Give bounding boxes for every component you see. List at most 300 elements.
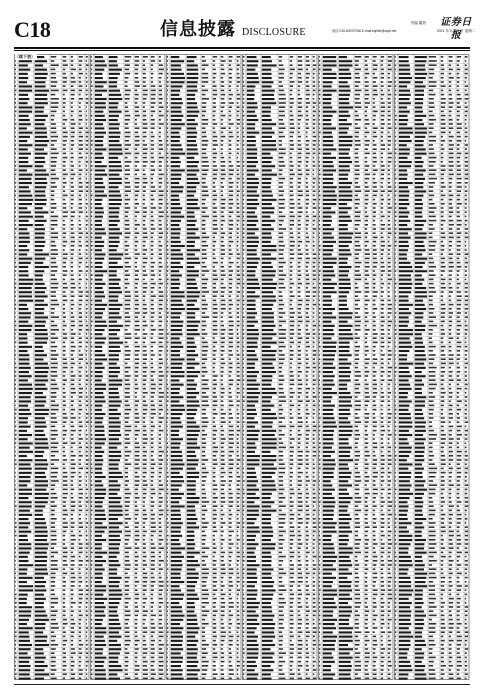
table-cell-text	[125, 60, 130, 62]
table-cell-text	[229, 241, 234, 243]
table-cell-text	[79, 132, 82, 134]
table-cell-text	[187, 426, 200, 428]
table-cell-text	[243, 98, 244, 100]
table-cell-text	[306, 81, 309, 83]
table-cell-text	[109, 640, 117, 642]
table-cell-text	[71, 421, 74, 423]
table-cell-text	[15, 350, 16, 352]
table-cell-text	[79, 661, 82, 663]
table-cell-text	[135, 56, 139, 58]
table-cell-text	[290, 56, 293, 58]
table-cell-text	[159, 291, 163, 293]
table-cell-text	[229, 581, 233, 583]
table-cell-text	[95, 568, 105, 570]
table-cell-text	[187, 531, 194, 533]
table-cell-text	[71, 283, 75, 285]
table-cell-text	[51, 291, 56, 293]
table-cell-text	[125, 468, 128, 470]
table-cell-text	[125, 165, 130, 167]
table-cell-text	[35, 237, 45, 239]
table-cell-text	[86, 606, 87, 608]
table-cell-text	[167, 329, 168, 331]
table-cell-text	[279, 337, 286, 339]
table-cell-text	[221, 169, 225, 171]
table-cell-text	[159, 430, 164, 432]
table-cell-text	[143, 489, 147, 491]
table-cell-text	[71, 556, 75, 558]
table-cell-text	[237, 476, 240, 478]
table-cell-text	[135, 505, 138, 507]
table-cell-text	[229, 606, 234, 608]
table-cell-text	[262, 468, 277, 470]
table-cell-text	[306, 367, 310, 369]
table-cell-text	[171, 560, 182, 562]
table-cell-text	[86, 115, 87, 117]
table-cell-text	[109, 522, 123, 524]
table-cell-text	[63, 312, 65, 314]
table-cell-text	[313, 106, 315, 108]
table-cell-text	[109, 350, 121, 352]
table-cell-text	[213, 661, 216, 663]
table-cell-text	[167, 241, 169, 243]
table-cell-text	[202, 90, 208, 92]
table-cell-text	[143, 245, 145, 247]
table-cell-text	[167, 333, 169, 335]
page-number: C18	[14, 17, 51, 42]
table-cell-text	[187, 253, 195, 255]
table-cell-text	[247, 505, 260, 507]
table-cell-text	[79, 358, 83, 360]
table-cell-text	[229, 115, 232, 117]
table-cell-text	[151, 547, 156, 549]
table-cell-text	[202, 232, 206, 234]
table-cell-text	[167, 64, 168, 66]
table-cell-text	[159, 514, 163, 516]
table-cell-text	[262, 283, 277, 285]
table-cell-text	[109, 279, 121, 281]
table-cell-text	[237, 300, 240, 302]
table-cell-text	[221, 270, 225, 272]
table-cell-text	[247, 434, 259, 436]
table-cell-text	[71, 438, 74, 440]
table-cell-text	[298, 396, 300, 398]
table-cell-text	[213, 463, 218, 465]
table-cell-text	[95, 644, 106, 646]
table-cell-text	[279, 119, 283, 121]
table-cell-text	[91, 564, 93, 566]
table-cell-text	[298, 262, 301, 264]
table-cell-text	[187, 543, 195, 545]
table-cell-text	[313, 480, 316, 482]
table-cell-text	[86, 568, 88, 570]
table-cell-text	[151, 161, 155, 163]
table-cell-text	[151, 522, 156, 524]
table-cell-text	[243, 274, 244, 276]
table-cell-text	[143, 195, 145, 197]
table-cell-text	[167, 547, 168, 549]
table-cell-text	[143, 417, 146, 419]
table-cell-text	[86, 556, 88, 558]
table-cell-text	[247, 346, 258, 348]
table-cell-text	[91, 291, 92, 293]
table-cell-text	[135, 405, 138, 407]
table-cell-text	[63, 526, 68, 528]
table-cell-text	[298, 203, 301, 205]
table-cell-text	[306, 325, 308, 327]
table-cell-text	[279, 430, 282, 432]
table-cell-text	[143, 581, 147, 583]
table-cell-text	[79, 472, 81, 474]
table-cell-text	[159, 552, 161, 554]
table-cell-text	[298, 241, 302, 243]
table-cell-text	[95, 169, 105, 171]
table-cell-text	[298, 501, 303, 503]
table-cell-text	[63, 493, 68, 495]
table-cell-text	[279, 468, 286, 470]
table-cell-text	[51, 85, 56, 87]
table-cell-text	[19, 463, 31, 465]
table-cell-text	[159, 619, 162, 621]
table-cell-text	[91, 169, 93, 171]
table-cell-text	[91, 606, 92, 608]
table-cell-text	[95, 594, 104, 596]
table-cell-text	[15, 60, 16, 62]
table-cell-text	[125, 522, 128, 524]
table-cell-text	[35, 245, 45, 247]
table-cell-text	[262, 106, 271, 108]
table-cell-text	[19, 358, 30, 360]
table-cell-text	[167, 199, 168, 201]
table-cell-text	[151, 384, 156, 386]
table-cell-text	[63, 115, 65, 117]
table-cell-text	[95, 459, 103, 461]
table-cell-text	[167, 678, 169, 680]
table-cell-text	[237, 60, 239, 62]
table-cell-text	[95, 60, 105, 62]
table-cell-text	[159, 379, 163, 381]
table-cell-text	[95, 573, 103, 575]
table-cell-text	[125, 232, 131, 234]
table-cell-text	[221, 56, 224, 58]
table-cell-text	[167, 413, 169, 415]
table-cell-text	[187, 85, 197, 87]
table-cell-text	[95, 174, 107, 176]
table-cell-text	[71, 535, 75, 537]
table-cell-text	[298, 384, 303, 386]
table-cell-text	[262, 165, 275, 167]
table-cell-text	[279, 203, 284, 205]
table-cell-text	[213, 409, 216, 411]
table-cell-text	[35, 514, 43, 516]
table-cell-text	[86, 161, 88, 163]
table-cell-text	[51, 333, 56, 335]
table-cell-text	[125, 56, 131, 58]
table-cell-text	[313, 459, 314, 461]
table-cell-text	[159, 363, 163, 365]
table-cell-text	[221, 438, 226, 440]
table-cell-text	[313, 363, 316, 365]
table-cell-text	[35, 573, 48, 575]
table-cell-text	[143, 476, 146, 478]
table-cell-text	[229, 94, 233, 96]
table-cell-text	[109, 228, 120, 230]
table-cell-text	[51, 564, 58, 566]
table-cell-text	[151, 598, 153, 600]
table-cell-text	[151, 543, 154, 545]
table-cell-text	[151, 526, 156, 528]
table-cell-text	[19, 598, 27, 600]
table-cell-text	[313, 132, 315, 134]
table-cell-text	[95, 182, 103, 184]
table-cell-text	[109, 623, 121, 625]
table-cell-text	[213, 325, 218, 327]
table-cell-text	[63, 371, 66, 373]
table-cell-text	[187, 472, 200, 474]
table-cell-text	[290, 203, 295, 205]
table-cell-text	[86, 388, 87, 390]
table-cell-text	[221, 316, 223, 318]
table-cell-text	[171, 375, 185, 377]
table-cell-text	[86, 245, 88, 247]
table-cell-text	[15, 279, 16, 281]
table-cell-text	[19, 564, 33, 566]
table-cell-text	[51, 64, 59, 66]
table-cell-text	[51, 342, 55, 344]
table-cell-text	[247, 144, 256, 146]
table-cell-text	[109, 249, 117, 251]
table-cell-text	[313, 81, 315, 83]
table-cell-text	[19, 174, 33, 176]
table-cell-text	[79, 90, 82, 92]
table-cell-text	[109, 510, 123, 512]
table-cell-text	[298, 321, 303, 323]
table-cell-text	[125, 266, 131, 268]
table-cell-text	[221, 501, 226, 503]
table-cell-text	[95, 535, 102, 537]
table-cell-text	[167, 673, 168, 675]
table-cell-text	[262, 132, 275, 134]
table-cell-text	[63, 148, 66, 150]
table-cell-text	[125, 669, 128, 671]
table-cell-text	[135, 585, 137, 587]
table-cell-text	[262, 60, 272, 62]
table-cell-text	[71, 127, 75, 129]
table-cell-text	[221, 430, 224, 432]
table-cell-text	[298, 190, 303, 192]
table-cell-text	[51, 77, 56, 79]
table-cell-text	[71, 447, 73, 449]
table-cell-text	[109, 547, 119, 549]
table-cell-text	[262, 56, 271, 58]
table-cell-text	[187, 468, 196, 470]
table-cell-text	[167, 657, 168, 659]
table-cell-text	[95, 119, 106, 121]
table-cell-text	[229, 564, 231, 566]
table-cell-text	[91, 644, 92, 646]
table-cell-text	[51, 132, 57, 134]
table-cell-text	[221, 451, 225, 453]
table-cell-text	[298, 153, 302, 155]
table-cell-text	[125, 329, 128, 331]
table-cell-text	[63, 497, 67, 499]
table-cell-text	[243, 136, 245, 138]
table-cell-text	[213, 623, 217, 625]
table-cell-text	[125, 581, 129, 583]
table-cell-text	[167, 266, 169, 268]
table-cell-text	[86, 619, 87, 621]
table-cell-text	[151, 510, 153, 512]
table-cell-text	[187, 371, 200, 373]
table-cell-text	[243, 157, 244, 159]
table-cell-text	[95, 98, 107, 100]
table-cell-text	[306, 463, 309, 465]
table-cell-text	[79, 199, 82, 201]
table-cell-text	[229, 573, 234, 575]
table-cell-text	[262, 337, 273, 339]
table-cell-text	[290, 392, 295, 394]
table-cell-text	[79, 434, 81, 436]
table-cell-text	[171, 283, 180, 285]
table-cell-text	[202, 484, 205, 486]
table-cell-text	[262, 287, 276, 289]
table-cell-text	[91, 543, 92, 545]
table-cell-text	[229, 589, 232, 591]
table-cell-text	[19, 531, 31, 533]
table-cell-text	[86, 434, 88, 436]
table-cell-text	[213, 186, 216, 188]
table-cell-text	[237, 77, 240, 79]
table-cell-text	[91, 514, 92, 516]
table-cell-text	[306, 409, 309, 411]
table-cell-text	[135, 363, 139, 365]
table-cell-text	[63, 589, 65, 591]
table-cell-text	[247, 354, 257, 356]
table-cell-text	[63, 60, 67, 62]
table-cell-text	[109, 73, 120, 75]
table-cell-text	[91, 249, 92, 251]
table-cell-text	[79, 678, 82, 680]
table-cell-text	[171, 648, 183, 650]
table-cell-text	[247, 115, 257, 117]
table-cell-text	[86, 451, 88, 453]
table-cell-text	[262, 329, 274, 331]
table-cell-text	[167, 636, 168, 638]
table-cell-text	[171, 505, 185, 507]
table-cell-text	[109, 442, 122, 444]
table-cell-text	[19, 106, 33, 108]
table-cell-text	[306, 195, 309, 197]
table-cell-text	[167, 585, 169, 587]
table-cell-text	[243, 489, 245, 491]
table-cell-text	[313, 468, 315, 470]
table-cell-text	[202, 413, 206, 415]
table-cell-text	[79, 392, 83, 394]
table-cell-text	[109, 203, 122, 205]
table-cell-text	[279, 447, 286, 449]
table-cell-text	[19, 455, 27, 457]
table-cell-text	[171, 627, 184, 629]
table-cell-text	[187, 552, 200, 554]
table-cell-text	[171, 207, 182, 209]
table-cell-text	[290, 426, 295, 428]
table-cell-text	[187, 220, 197, 222]
table-cell-text	[51, 182, 56, 184]
table-cell-text	[135, 203, 139, 205]
table-cell-text	[167, 262, 168, 264]
table-cell-text	[229, 161, 232, 163]
table-cell-text	[109, 148, 122, 150]
table-cell-text	[51, 312, 54, 314]
table-cell-text	[51, 354, 59, 356]
table-cell-text	[143, 258, 148, 260]
table-cell-text	[95, 207, 104, 209]
table-cell-text	[171, 514, 181, 516]
table-cell-text	[202, 447, 206, 449]
table-cell-text	[135, 463, 139, 465]
table-cell-text	[95, 392, 103, 394]
table-cell-text	[35, 283, 45, 285]
table-cell-text	[35, 493, 49, 495]
table-cell-text	[202, 245, 208, 247]
table-cell-text	[229, 157, 231, 159]
table-cell-text	[167, 476, 169, 478]
table-cell-text	[86, 157, 87, 159]
table-cell-text	[51, 413, 56, 415]
table-cell-text	[63, 543, 65, 545]
table-cell-text	[167, 451, 168, 453]
table-cell-text	[313, 375, 315, 377]
table-cell-text	[171, 123, 185, 125]
table-cell-text	[313, 232, 315, 234]
table-cell-text	[159, 136, 161, 138]
table-cell-text	[79, 123, 81, 125]
table-cell-text	[79, 98, 83, 100]
table-cell-text	[79, 354, 83, 356]
table-cell-text	[221, 405, 224, 407]
table-cell-text	[51, 300, 58, 302]
table-cell-text	[86, 459, 89, 461]
table-cell-text	[91, 304, 93, 306]
table-cell-text	[19, 350, 28, 352]
table-cell-text	[143, 144, 147, 146]
table-cell-text	[35, 111, 44, 113]
table-cell-text	[109, 211, 119, 213]
table-cell-text	[279, 371, 282, 373]
table-cell-text	[298, 165, 301, 167]
table-cell-text	[237, 623, 240, 625]
table-cell-text	[202, 396, 209, 398]
table-cell-text	[63, 459, 67, 461]
table-cell-text	[229, 556, 232, 558]
table-cell-text	[19, 543, 32, 545]
table-cell-text	[15, 568, 16, 570]
table-cell-text	[221, 514, 225, 516]
table-cell-text	[237, 657, 239, 659]
table-cell-text	[167, 232, 168, 234]
table-cell-text	[202, 463, 205, 465]
table-cell-text	[125, 291, 130, 293]
table-cell-text	[202, 619, 205, 621]
table-cell-text	[71, 329, 73, 331]
table-cell-text	[237, 56, 240, 58]
table-cell-text	[262, 379, 272, 381]
table-cell-text	[202, 169, 209, 171]
table-cell-text	[167, 409, 168, 411]
table-cell-text	[109, 60, 117, 62]
table-cell-text	[125, 606, 128, 608]
table-cell-text	[35, 312, 44, 314]
table-cell-text	[63, 585, 66, 587]
